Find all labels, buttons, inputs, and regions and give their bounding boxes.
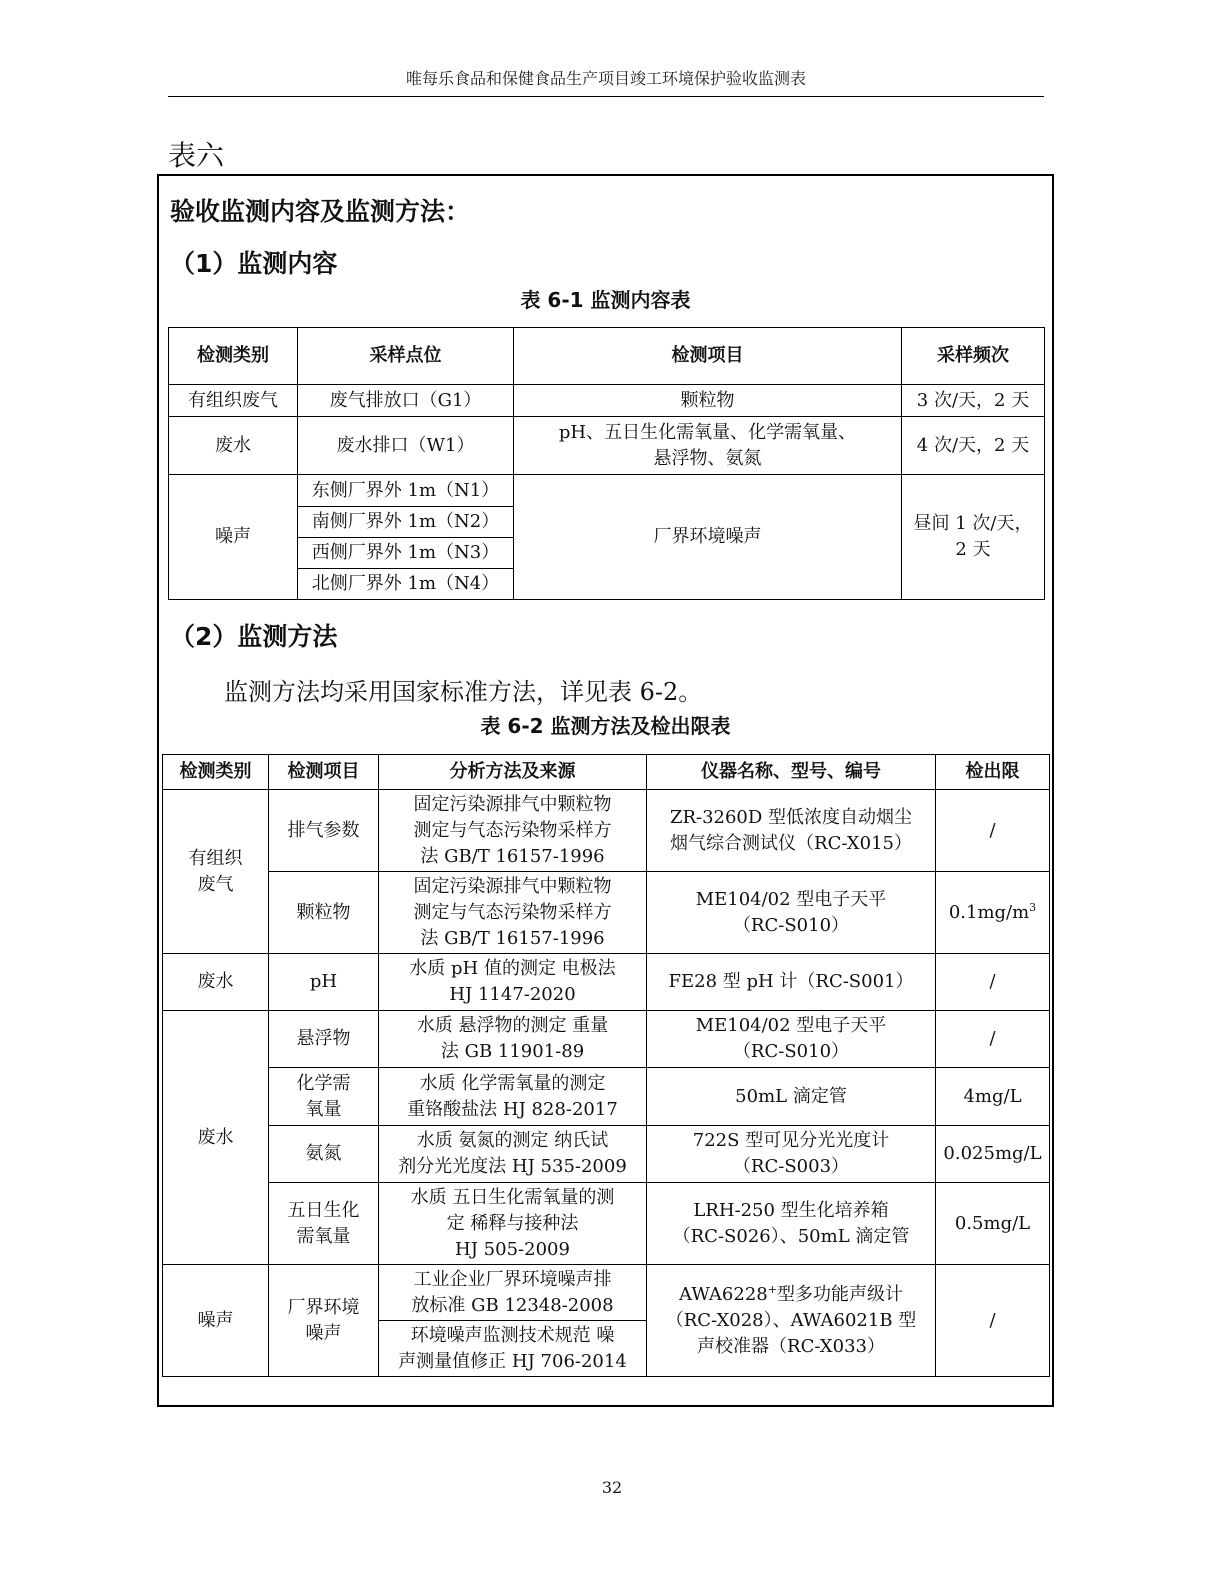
cell-line: 水质 五日生化需氧量的测 (410, 1186, 615, 1208)
header-cell: 检测项目 (269, 755, 379, 790)
cell-limit: / (936, 790, 1050, 872)
header-cell: 检测类别 (169, 328, 298, 385)
cell-item: 颗粒物 (514, 385, 902, 417)
cell-line: 法 GB/T 16157-1996 (420, 927, 605, 949)
cell-category: 有组织废气 (169, 385, 298, 417)
cell-line: 水质 pH 值的测定 电极法 (409, 958, 616, 979)
cell-item (514, 417, 902, 475)
part1-heading: （1）监测内容 (170, 249, 338, 278)
cell-instrument (647, 1265, 936, 1377)
header-cell: 检测类别 (163, 755, 269, 790)
cell-limit: / (936, 1265, 1050, 1377)
cell-item: 氨氮 (269, 1126, 379, 1183)
cell-line: 需氧量 (296, 1225, 351, 1247)
header-cell: 分析方法及来源 (379, 755, 647, 790)
limit-superscript: 3 (1029, 900, 1037, 914)
table-row (169, 475, 1045, 507)
cell-line: 氧量 (305, 1098, 342, 1120)
cell-line: 剂分光光度法 HJ 535-2009 (398, 1156, 627, 1177)
table-row (163, 1011, 1050, 1068)
cell-instrument (647, 872, 936, 954)
cell-line: 2 天 (955, 539, 991, 560)
cell-line: 定 稀释与接种法 (446, 1212, 579, 1234)
table-row (169, 417, 1045, 475)
cell-point: 废气排放口（G1） (298, 385, 514, 417)
cell-line: 声测量值修正 HJ 706-2014 (398, 1350, 627, 1372)
cell-category: 噪声 (169, 475, 298, 600)
cell-line: 悬浮物、氨氮 (653, 447, 762, 469)
cell-line: 厂界环境 (287, 1296, 360, 1318)
cell-line: 水质 化学需氧量的测定 (419, 1072, 606, 1094)
cell-point: 废水排口（W1） (298, 417, 514, 475)
cell-method (379, 1183, 647, 1265)
cell-line: （RC-S010） (732, 1041, 850, 1062)
cell-instrument: FE28 型 pH 计（RC-S001） (647, 954, 936, 1011)
table-row (163, 1068, 1050, 1126)
cell-method (379, 1265, 647, 1321)
cell-limit: 4mg/L (936, 1068, 1050, 1126)
cell-line: ME104/02 型电子天平 (695, 1015, 887, 1036)
header-cell: 检测项目 (514, 328, 902, 385)
table1-caption: 表 6-1 监测内容表 (520, 288, 691, 312)
cell-item: 颗粒物 (269, 872, 379, 954)
table-row (163, 872, 1050, 954)
page-number: 32 (601, 1478, 623, 1497)
cell-method (379, 954, 647, 1011)
method-limit-table (162, 754, 1050, 1377)
cell-method (379, 1321, 647, 1377)
header-cell: 采样频次 (902, 328, 1045, 385)
part2-text: 监测方法均采用国家标准方法，详见表 6-2。 (224, 678, 703, 706)
running-header: 唯每乐食品和保健食品生产项目竣工环境保护验收监测表 (405, 69, 806, 88)
cell-point: 南侧厂界外 1m（N2） (298, 507, 514, 538)
cell-line: 噪声 (305, 1322, 342, 1344)
cell-line: 722S 型可见分光光度计 (692, 1130, 890, 1151)
cell-item (269, 1183, 379, 1265)
cell-line: HJ 505-2009 (455, 1238, 570, 1260)
cell-line: 放标准 GB 12348-2008 (411, 1294, 614, 1316)
table-header-row (169, 328, 1045, 385)
cell-instrument (647, 1126, 936, 1183)
instrument-model: AWA6228 (679, 1283, 768, 1305)
table-row (163, 1126, 1050, 1183)
cell-frequency (902, 475, 1045, 600)
cell-category: 废水 (163, 1011, 269, 1265)
cell-instrument (647, 790, 936, 872)
section-title: 表六 (168, 139, 225, 172)
part2-heading: （2）监测方法 (170, 622, 338, 651)
cell-item: 厂界环境噪声 (514, 475, 902, 600)
cell-category: 噪声 (163, 1265, 269, 1377)
cell-point: 西侧厂界外 1m（N3） (298, 538, 514, 569)
cell-method (379, 872, 647, 954)
cell-line: 化学需 (296, 1072, 351, 1094)
cell-line: pH、五日生化需氧量、化学需氧量、 (558, 421, 857, 443)
cell-instrument: 50mL 滴定管 (647, 1068, 936, 1126)
cell-line: 测定与气态污染物采样方 (413, 901, 612, 923)
cell-limit: 0.025mg/L (936, 1126, 1050, 1183)
cell-line: 水质 悬浮物的测定 重量 (416, 1015, 609, 1036)
header-cell: 仪器名称、型号、编号 (647, 755, 936, 790)
table-header-row (163, 755, 1050, 790)
cell-item (269, 1068, 379, 1126)
cell-line: 声校准器（RC-X033） (697, 1335, 885, 1357)
table-row (163, 790, 1050, 872)
cell-method (379, 1068, 647, 1126)
cell-point: 东侧厂界外 1m（N1） (298, 475, 514, 507)
cell-line: ME104/02 型电子天平 (695, 888, 887, 910)
cell-line: （RC-S026）、50mL 滴定管 (672, 1225, 910, 1247)
cell-line: 工业企业厂界环境噪声排 (413, 1268, 612, 1290)
cell-line: 测定与气态污染物采样方 (413, 819, 612, 841)
cell-instrument (647, 1011, 936, 1068)
cell-limit: / (936, 954, 1050, 1011)
cell-line: HJ 1147-2020 (449, 984, 576, 1005)
cell-frequency: 4 次/天，2 天 (902, 417, 1045, 475)
cell-line: 环境噪声监测技术规范 噪 (410, 1324, 615, 1346)
header-cell: 采样点位 (298, 328, 514, 385)
cell-method (379, 1011, 647, 1068)
cell-line: 有组织 (188, 847, 243, 869)
cell-line: 固定污染源排气中颗粒物 (413, 875, 612, 897)
cell-line: （RC-X028）、AWA6021B 型 (665, 1309, 917, 1331)
cell-instrument (647, 1183, 936, 1265)
table-row (163, 954, 1050, 1011)
monitoring-content-table (168, 327, 1045, 600)
cell-line: 法 GB 11901-89 (440, 1041, 585, 1062)
cell-method (379, 1126, 647, 1183)
cell-line (651, 1282, 931, 1308)
lead-heading: 验收监测内容及监测方法： (170, 197, 471, 226)
cell-limit: 0.5mg/L (936, 1183, 1050, 1265)
table2-caption: 表 6-2 监测方法及检出限表 (480, 714, 731, 738)
cell-line: 重铬酸盐法 HJ 828-2017 (407, 1098, 618, 1120)
cell-line: （RC-S010） (732, 914, 850, 936)
cell-item (269, 1265, 379, 1377)
cell-category: 废水 (163, 954, 269, 1011)
cell-line: LRH-250 型生化培养箱 (693, 1199, 889, 1221)
table-row (169, 385, 1045, 417)
cell-category: 废水 (169, 417, 298, 475)
cell-item: 排气参数 (269, 790, 379, 872)
cell-frequency: 3 次/天，2 天 (902, 385, 1045, 417)
cell-line: （RC-S003） (732, 1156, 850, 1177)
cell-line: 水质 氨氮的测定 纳氏试 (416, 1130, 609, 1151)
cell-method (379, 790, 647, 872)
cell-item: pH (269, 954, 379, 1011)
cell-line: ZR-3260D 型低浓度自动烟尘 (669, 806, 913, 828)
cell-line: 废气 (197, 873, 234, 895)
cell-limit (936, 872, 1050, 954)
cell-line: 法 GB/T 16157-1996 (420, 845, 605, 867)
cell-line: 昼间 1 次/天， (913, 513, 1033, 534)
cell-line: 固定污染源排气中颗粒物 (413, 793, 612, 815)
table-row (163, 1183, 1050, 1265)
cell-line: 五日生化 (287, 1199, 360, 1221)
instrument-name: 型多功能声级计 (776, 1283, 903, 1305)
cell-item: 悬浮物 (269, 1011, 379, 1068)
cell-limit: / (936, 1011, 1050, 1068)
instrument-superscript: + (767, 1282, 777, 1296)
cell-point: 北侧厂界外 1m（N4） (298, 569, 514, 600)
table-row (163, 1265, 1050, 1321)
header-rule (168, 96, 1044, 97)
limit-value: 0.1mg/m (948, 901, 1030, 923)
cell-line: 烟气综合测试仪（RC-X015） (670, 832, 912, 854)
header-cell: 检出限 (936, 755, 1050, 790)
cell-category (163, 790, 269, 954)
